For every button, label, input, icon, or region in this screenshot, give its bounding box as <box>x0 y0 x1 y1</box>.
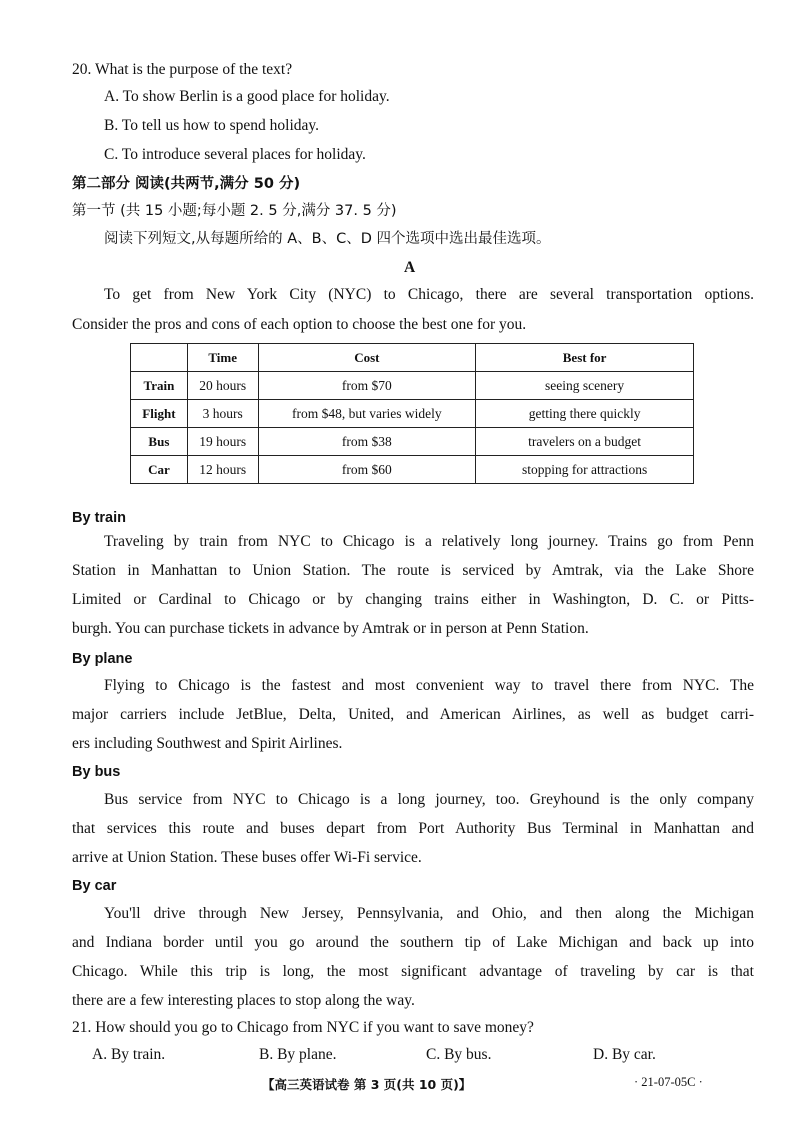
section-heading-bus: By bus <box>72 764 121 780</box>
paragraph-line: arrive at Union Station. These buses offer Wi-Fi service. <box>72 849 422 866</box>
q20-option-a: A. To show Berlin is a good place for holiday. <box>104 88 390 105</box>
paragraph-line: Bus service from NYC to Chicago is a long journey, too. Greyhound is the only company <box>104 791 754 808</box>
q20-option-c: C. To introduce several places for holiday. <box>104 146 366 163</box>
table-header-cell: Cost <box>258 344 476 372</box>
table-header-row <box>131 344 694 372</box>
table-cell: 20 hours <box>187 372 258 400</box>
paragraph-line: Traveling by train from NYC to Chicago is a relatively long journey. Trains go from Penn <box>104 533 754 550</box>
table-cell: from $60 <box>258 456 476 484</box>
paragraph-line: major carriers include JetBlue, Delta, United, and American Airlines, as well as budget carri- <box>72 706 754 723</box>
sub-title: 第一节 (共 15 小题;每小题 2. 5 分,满分 37. 5 分) <box>72 203 397 219</box>
section-heading-car: By car <box>72 878 117 894</box>
passage-letter: A <box>404 259 416 276</box>
q21-option-d: D. By car. <box>593 1046 656 1063</box>
paragraph-line: Flying to Chicago is the fastest and most convenient way to travel there from NYC. The <box>104 677 754 694</box>
table-cell: travelers on a budget <box>476 428 694 456</box>
table-header-cell: Time <box>187 344 258 372</box>
table-header-cell <box>131 344 188 372</box>
table-cell: Car <box>131 456 188 484</box>
paragraph-line: there are a few interesting places to stop along the way. <box>72 992 415 1009</box>
part-title: 第二部分 阅读(共两节,满分 50 分) <box>72 176 301 192</box>
intro-line-2: Consider the pros and cons of each option to choose the best one for you. <box>72 316 527 333</box>
table-cell: Bus <box>131 428 188 456</box>
table-cell: getting there quickly <box>476 400 694 428</box>
q21-option-c: C. By bus. <box>426 1046 492 1063</box>
table-header-cell: Best for <box>476 344 694 372</box>
table-cell: stopping for attractions <box>476 456 694 484</box>
table-row <box>131 372 694 400</box>
table-cell: seeing scenery <box>476 372 694 400</box>
paragraph-line: Chicago. While this trip is long, the most significant advantage of traveling by car is that <box>72 963 754 980</box>
transport-table <box>130 343 694 484</box>
table-cell: 12 hours <box>187 456 258 484</box>
table-cell: from $70 <box>258 372 476 400</box>
paragraph-line: You'll drive through New Jersey, Pennsylvania, and Ohio, and then along the Michigan <box>104 905 754 922</box>
intro-line-1: To get from New York City (NYC) to Chicago, there are several transportation options. <box>104 286 754 303</box>
page-footer-center: 【高三英语试卷 第 3 页(共 10 页)】 <box>262 1077 472 1092</box>
table-cell: 3 hours <box>187 400 258 428</box>
table-cell: 19 hours <box>187 428 258 456</box>
paragraph-line: Station in Manhattan to Union Station. The route is serviced by Amtrak, via the Lake Shore <box>72 562 754 579</box>
section-heading-plane: By plane <box>72 651 133 667</box>
table-cell: Train <box>131 372 188 400</box>
paragraph-line: that services this route and buses depart from Port Authority Bus Terminal in Manhattan and <box>72 820 754 837</box>
table-cell: from $48, but varies widely <box>258 400 476 428</box>
page-footer-code: · 21-07-05C · <box>634 1075 703 1089</box>
paragraph-line: ers including Southwest and Spirit Airlines. <box>72 735 343 752</box>
q20-option-b: B. To tell us how to spend holiday. <box>104 117 320 134</box>
q21-option-a: A. By train. <box>92 1046 166 1063</box>
paragraph-line: Limited or Cardinal to Chicago or by changing trains either in Washington, D. C. or Pitts- <box>72 591 754 608</box>
instruction: 阅读下列短文,从每题所给的 A、B、C、D 四个选项中选出最佳选项。 <box>104 231 551 247</box>
q21-option-b: B. By plane. <box>259 1046 337 1063</box>
table-cell: from $38 <box>258 428 476 456</box>
section-heading-train: By train <box>72 510 126 526</box>
table-row <box>131 456 694 484</box>
table-row <box>131 428 694 456</box>
table-row <box>131 400 694 428</box>
q20-stem: 20. What is the purpose of the text? <box>72 61 293 78</box>
table-cell: Flight <box>131 400 188 428</box>
paragraph-line: burgh. You can purchase tickets in advance by Amtrak or in person at Penn Station. <box>72 620 589 637</box>
paragraph-line: and Indiana border until you go around the southern tip of Lake Michigan and back up into <box>72 934 754 951</box>
q21-stem: 21. How should you go to Chicago from NYC if you want to save money? <box>72 1019 534 1036</box>
